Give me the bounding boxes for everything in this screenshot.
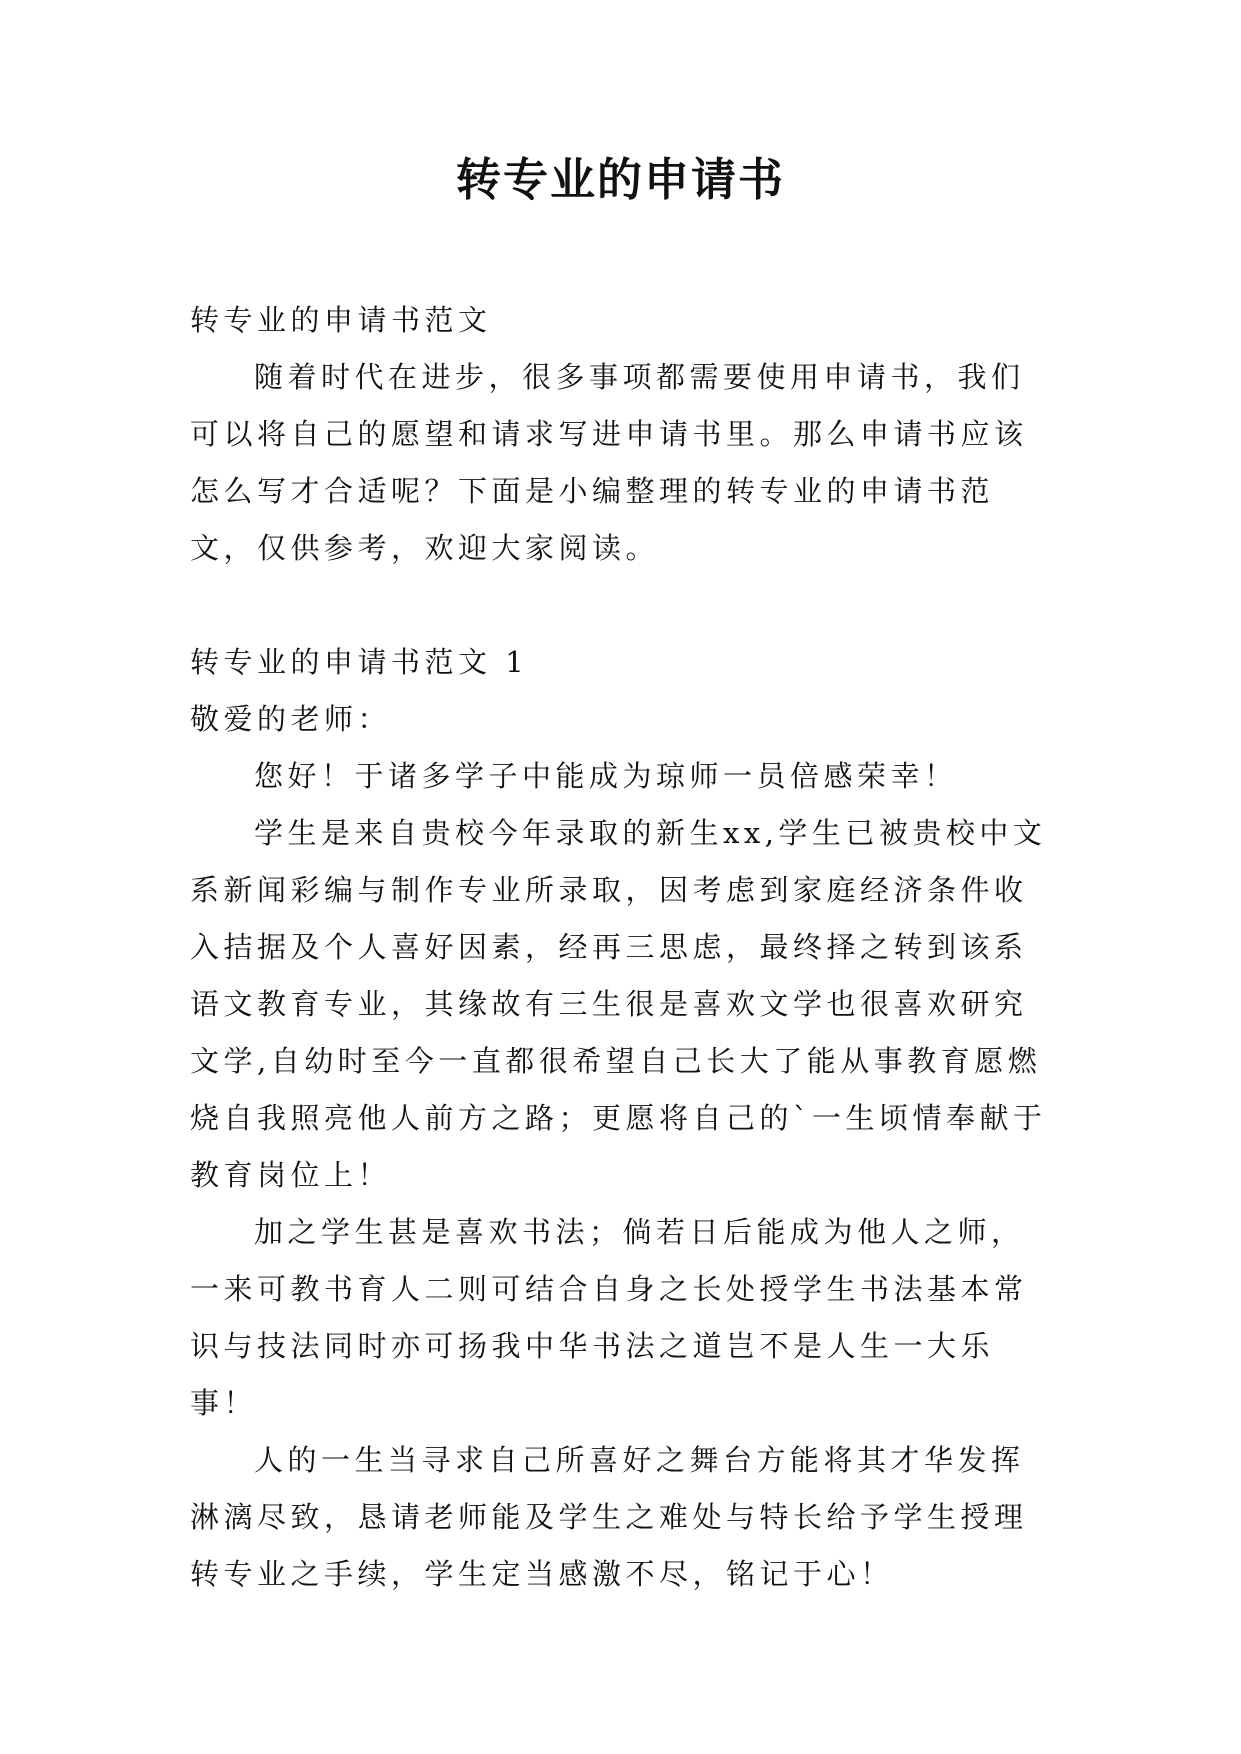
body-paragraph: 加之学生甚是喜欢书法；倘若日后能成为他人之师，一来可教书育人二则可结合自身之长处授学生书法基本常识与技法同时亦可扬我中华书法之道岂不是人生一大乐事！	[190, 1215, 1028, 1420]
document-body	[190, 292, 1052, 1603]
document-title: 转专业的申请书	[455, 153, 785, 206]
body-paragraph: 学生是来自贵校今年录取的新生xx,学生已被贵校中文系新闻彩编与制作专业所录取，因考虑到家庭经济条件收入拮据及个人喜好因素，经再三思虑，最终择之转到该系语文教育专业，其缘故有三生很是喜欢文学也很喜欢研究文学,自幼时至今一直都很希望自己长大了能从事教育愿燃烧自我照亮他人前方之路；更愿将自己的`一生顷情奉献于教育岗位上！	[190, 816, 1047, 1192]
sample-heading: 转专业的申请书范文 1	[190, 645, 529, 679]
body-paragraph: 您好！于诸多学子中能成为琼师一员倍感荣幸！	[254, 759, 958, 793]
intro-paragraph: 随着时代在进步，很多事项都需要使用申请书，我们可以将自己的愿望和请求写进申请书里。那么申请书应该怎么写才合适呢？下面是小编整理的转专业的申请书范文，仅供参考，欢迎大家阅读。	[190, 360, 1028, 565]
body-paragraph: 人的一生当寻求自己所喜好之舞台方能将其才华发挥淋漓尽致，恳请老师能及学生之难处与特长给予学生授理转专业之手续，学生定当感激不尽，铭记于心！	[190, 1443, 1028, 1591]
intro-heading: 转专业的申请书范文	[190, 303, 492, 337]
salutation: 敬爱的老师：	[190, 702, 392, 736]
